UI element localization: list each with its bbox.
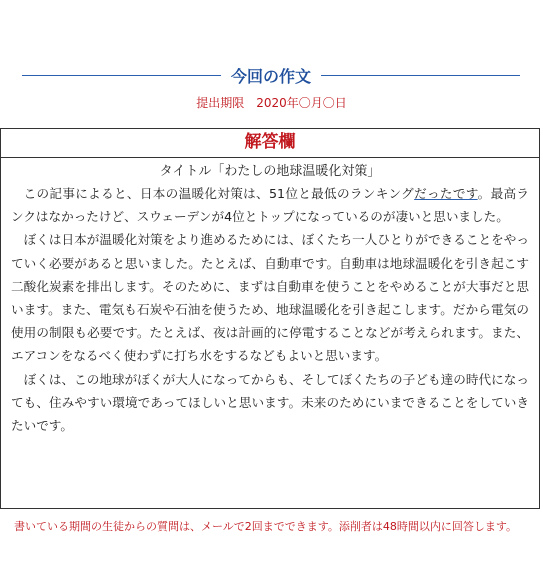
essay-title: タイトル「わたしの地球温暖化対策」 bbox=[159, 164, 381, 179]
essay-paragraph-1 bbox=[11, 182, 529, 228]
essay-paragraph-1-rest: 。最高ランクはなかったけど、スウェーデンが4位とトップになっているのが凄いと思いました。 bbox=[11, 186, 530, 225]
header-rule-right bbox=[321, 75, 520, 76]
correction-underline: だったです bbox=[414, 186, 478, 201]
essay-paragraph-3: ぼくは、この地球がぼくが大人になってからも、そしてぼくたちの子ども達の時代になっても、住みやすい環境であってほしいと思います。未来のためにいまできることをしていきたいです。 bbox=[11, 371, 529, 434]
page-title: 今回の作文 bbox=[231, 66, 312, 86]
header-rule-left bbox=[22, 75, 221, 76]
answer-box bbox=[0, 128, 540, 509]
deadline-text: 提出期限 2020年〇月〇日 bbox=[196, 96, 347, 110]
footer-note: 書いている期間の生徒からの質問は、メールで2回までできます。添削者は48時間以内に回答します。 bbox=[14, 520, 518, 533]
answer-heading: 解答欄 bbox=[1, 129, 539, 158]
essay-body bbox=[11, 182, 529, 437]
essay-paragraph-1-text: この記事によると、日本の温暖化対策は、51位と最低のランキング bbox=[23, 186, 415, 201]
assignment-header bbox=[22, 64, 520, 86]
essay-paragraph-2: ぼくは日本が温暖化対策をより進めるためには、ぼくたち一人ひとりができることをやっていく必要があると思いました。たとえば、自動車です。自動車は地球温暖化を引き起こす二酸化炭素を排出します。そのために、まずは自動車を使うことをやめることが大事だと思います。また、電気も石炭や石油を使うため、地球温暖化を引き起こします。だから電気の使用の制限も必要です。たとえば、夜は計画的に停電することなどが考えられます。また、エアコンをなるべく使わずに打ち水をするなどもよいと思います。 bbox=[11, 232, 529, 364]
